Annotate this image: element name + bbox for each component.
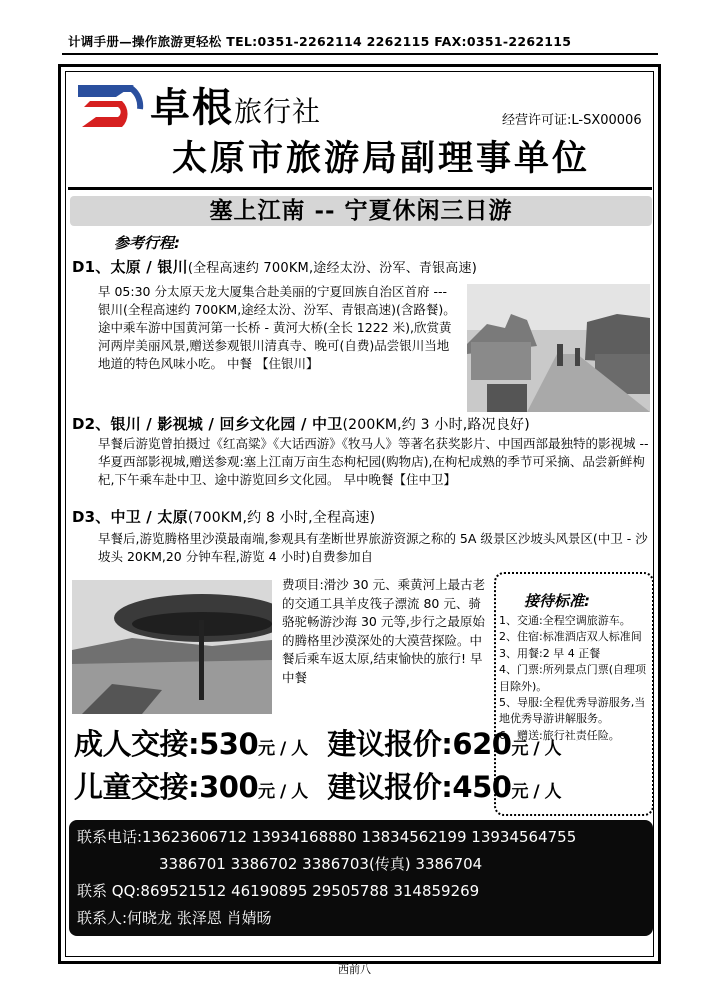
day1-head: D1、太原 / 银川: [72, 258, 188, 276]
contact-qq: 联系 QQ:869521512 46190895 29505788 314859269: [77, 882, 480, 900]
adult-price-unit: 元 / 人: [258, 739, 308, 759]
day1-body: 早 05:30 分太原天龙大厦集合赴美丽的宁夏回族自治区首府 --- 银川(全程高速约 700KM,途经太汾、汾军、青银高速)(含路餐)。途中乘车游中国黄河第一长桥 - 黄河大桥(全长 1222 米),欣赏黄河两岸美丽风景,赠送参观银川清真寺、晚可(自费)品尝银川当地地道的特色风味小吃。 中餐 【住银川】: [98, 284, 456, 371]
child-price-row: [74, 765, 561, 806]
contact-panel: [69, 820, 653, 936]
day1-heading: [72, 256, 477, 277]
service-item: 6、赠送:旅行社责任险。: [499, 728, 620, 742]
service-item: 3、用餐:2 早 4 正餐: [499, 646, 601, 660]
day3-heading: [72, 506, 375, 527]
day3-body: 早餐后,游览腾格里沙漠最南端,参观具有垄断世界旅游资源之称的 5A 级景区沙坡头风景区(中卫 - 沙坡头 20KM,20 分钟车程,游览 4 小时)自费参加自: [98, 531, 648, 564]
day3-body-continued: 费项目:滑沙 30 元、乘黄河上最古老的交通工具羊皮筏子漂流 80 元、骑骆驼畅游沙海 30 元等,步行之最原始的腾格里沙漠深处的大漠营探险。中餐后乘车返太原,结束愉快的旅行! 早中餐: [282, 577, 486, 685]
brand-name: [150, 76, 321, 133]
service-item: 1、交通:全程空调旅游车。: [499, 614, 631, 627]
adult-price-row: [74, 722, 561, 763]
day2-heading: [72, 413, 530, 434]
adult-suggested-label: 建议报价:620: [327, 727, 512, 761]
adult-suggested-unit: 元 / 人: [511, 739, 561, 759]
child-price-label: 儿童交接:300: [74, 770, 259, 804]
contact-phones: 联系电话:13623606712 13934168880 13834562199 13934564755: [77, 828, 577, 846]
day3-head: D3、中卫 / 太原: [72, 508, 188, 526]
child-suggested-unit: 元 / 人: [511, 782, 561, 802]
child-suggested-label: 建议报价:450: [327, 770, 512, 804]
contact-persons: 联系人:何晓龙 张泽恩 肖婧旸: [77, 909, 272, 927]
day1-sub: (全程高速约 700KM,途经太汾、汾军、青银高速): [187, 261, 477, 276]
child-price-unit: 元 / 人: [258, 782, 308, 802]
brand-main: 卓根: [150, 85, 234, 131]
service-item: 5、导服:全程优秀导游服务,当地优秀导游讲解服务。: [499, 696, 646, 726]
contact-phones-2: 3386701 3386702 3386703(传真) 3386704: [159, 855, 483, 873]
page-number: 西前八: [338, 963, 371, 976]
day3-sub: (700KM,约 8 小时,全程高速): [187, 510, 376, 526]
itinerary-label: 参考行程:: [114, 234, 180, 252]
license-number: 经营许可证:L-SX00006: [502, 113, 642, 128]
desert-umbrella-photo: [72, 580, 272, 714]
top-info-bar: 计调手册—操作旅游更轻松 TEL:0351-2262114 2262115 FAX:0351-2262115: [68, 34, 572, 49]
service-item: 2、住宿:标准酒店双人标准间: [499, 630, 642, 644]
tour-title-banner: 塞上江南 -- 宁夏休闲三日游: [70, 196, 652, 226]
headline-divider: [68, 187, 652, 190]
day2-sub: (200KM,约 3 小时,路况良好): [342, 417, 530, 433]
slogan-heading: 太原市旅游局副理事单位: [172, 139, 591, 179]
service-item: 4、门票:所列景点门票(自理项目除外)。: [499, 663, 646, 693]
brand-suffix: 旅行社: [234, 95, 322, 128]
ancient-town-street-photo: [467, 284, 650, 412]
adult-price-label: 成人交接:530: [74, 727, 259, 761]
day2-body: 早餐后游览曾拍摄过《红高粱》《大话西游》《牧马人》等著名获奖影片、中国西部最独特的影视城 -- 华夏西部影视城,赠送参观:塞上江南万亩生态枸杞园(购物店),在枸杞成熟的季节可采摘、品尝新鲜枸杞,下午乘车赴中卫、途中游览回乡文化园。 早中晚餐【住中卫】: [98, 436, 649, 487]
company-logo-icon: [74, 77, 152, 133]
top-divider: [62, 53, 658, 55]
day2-head: D2、银川 / 影视城 / 回乡文化园 / 中卫: [72, 415, 343, 433]
service-standards-title: 接待标准:: [524, 592, 590, 610]
